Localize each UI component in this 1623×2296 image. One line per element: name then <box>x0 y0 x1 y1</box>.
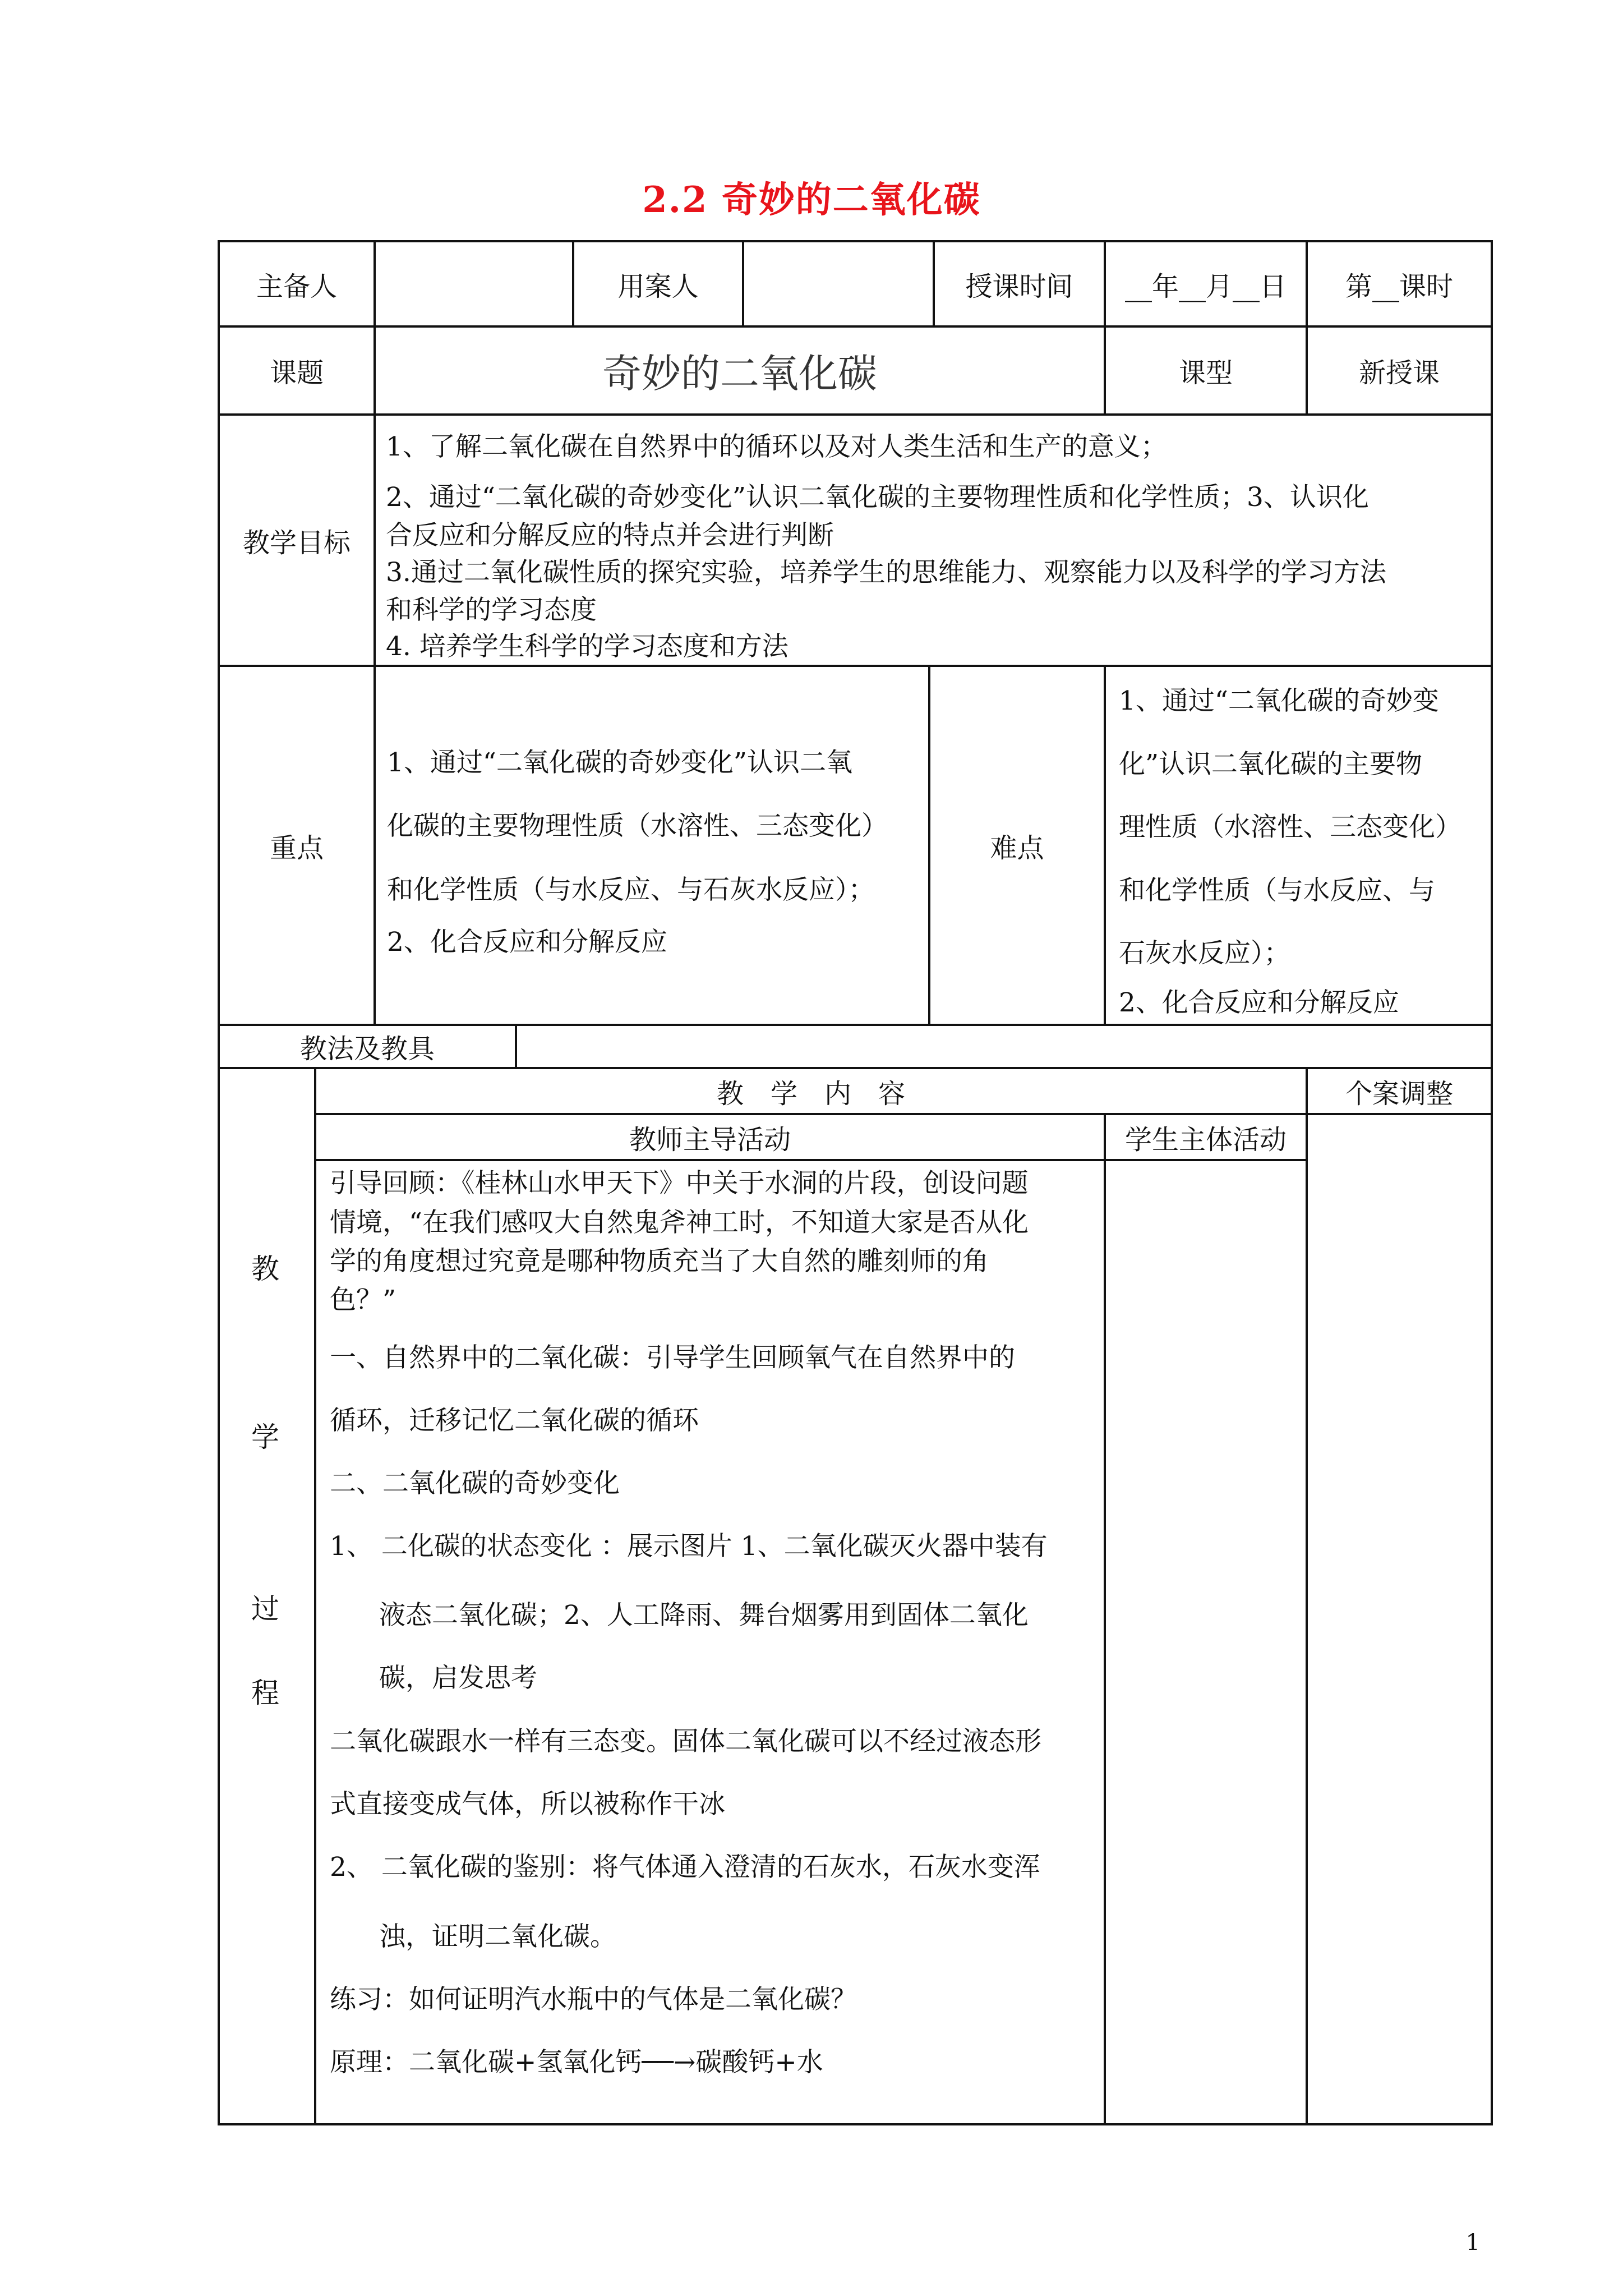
process-line: 情境，“在我们感叹大自然鬼斧神工时，不知道大家是否从化 <box>330 1207 1029 1238</box>
objective-line: 2、通过“二氧化碳的奇妙变化”认识二氧化碳的主要物理性质和化学性质；3、认识化 <box>386 482 1369 513</box>
process-line: 浊，证明二氧化碳。 <box>379 1921 616 1952</box>
process-line: 学的角度想过究竟是哪种物质充当了大自然的雕刻师的角 <box>330 1246 989 1277</box>
lead-preparer-value <box>376 242 572 325</box>
objective-line: 合反应和分解反应的特点并会进行判断 <box>386 520 834 551</box>
process-line: 原理：二氧化碳+氢氧化钙──→碳酸钙+水 <box>330 2047 823 2078</box>
difficulties-label: 难点 <box>990 832 1044 864</box>
process-line: 引导回顾：《桂林山水甲天下》中关于水洞的片段，创设问题 <box>330 1168 1029 1199</box>
process-line: 色？” <box>330 1285 396 1315</box>
objective-line: 1、了解二氧化碳在自然界中的循环以及对人类生活和生产的意义； <box>386 431 1167 462</box>
process-side-char: 程 <box>251 1677 279 1709</box>
case-user-label: 用案人 <box>617 270 699 302</box>
rule-topic-bottom <box>218 413 1493 416</box>
rule-v <box>1104 665 1106 1024</box>
process-line: 液态二氧化碳；2、人工降雨、舞台烟雾用到固体二氧化 <box>379 1600 1029 1631</box>
key-point-line: 1、通过“二氧化碳的奇妙变化”认识二氧 <box>387 747 852 778</box>
lesson-type-value: 新授课 <box>1358 357 1440 389</box>
rule-v <box>1104 1113 1106 2125</box>
case-user-value <box>744 242 933 325</box>
objectives-label: 教学目标 <box>242 527 351 559</box>
date-field: __年__月__日 <box>1124 270 1287 302</box>
document-title: 2.2 奇妙的二氧化碳 <box>642 179 981 221</box>
key-point-line: 和化学性质（与水反应、与石灰水反应）； <box>387 875 875 905</box>
key-points-label: 重点 <box>269 832 324 864</box>
process-side-char: 过 <box>251 1593 279 1625</box>
process-line: 式直接变成气体，所以被称作干冰 <box>330 1789 725 1820</box>
difficulty-line: 和化学性质（与水反应、与 <box>1119 875 1435 906</box>
process-side-char: 学 <box>251 1421 279 1453</box>
difficulty-line: 2、化合反应和分解反应 <box>1119 987 1399 1018</box>
lead-preparer-label: 主备人 <box>256 270 337 302</box>
difficulty-line: 理性质（水溶性、三态变化） <box>1119 812 1461 843</box>
objective-line: 4. 培养学生科学的学习态度和方法 <box>386 631 789 662</box>
student-activity-header: 学生主体活动 <box>1124 1124 1287 1156</box>
process-line: 循环，迁移记忆二氧化碳的循环 <box>330 1405 699 1436</box>
process-line: 一、自然界中的二氧化碳：引导学生回顾氧气在自然界中的 <box>330 1342 1015 1373</box>
topic-label: 课题 <box>269 357 324 389</box>
methods-label: 教法及教具 <box>299 1033 435 1065</box>
process-line: 1、 二化碳的状态变化 ：展示图片 1、二氧化碳灭火器中装有 <box>330 1531 1048 1562</box>
difficulty-line: 化”认识二氧化碳的主要物 <box>1119 749 1423 780</box>
key-point-line: 2、化合反应和分解反应 <box>387 927 667 958</box>
rule-right <box>1491 240 1493 2125</box>
process-side-char: 教 <box>251 1253 279 1285</box>
rule-subheader-bottom <box>314 1159 1306 1161</box>
rule-adjust-header-bottom <box>1306 1113 1493 1115</box>
process-line: 2、 二氧化碳的鉴别：将气体通入澄清的石灰水，石灰水变浑 <box>330 1852 1040 1883</box>
adjust-header: 个案调整 <box>1345 1078 1453 1110</box>
lesson-type-label: 课型 <box>1178 357 1233 389</box>
teaching-time-label: 授课时间 <box>965 270 1073 302</box>
key-point-line: 化碳的主要物理性质（水溶性、三态变化） <box>387 811 888 841</box>
methods-value <box>517 1026 1491 1067</box>
process-line: 碳，启发思考 <box>379 1663 537 1694</box>
content-header: 教 学 内 容 <box>716 1078 905 1110</box>
page-number: 1 <box>1465 2230 1480 2256</box>
teacher-activity-header: 教师主导活动 <box>629 1124 791 1156</box>
process-line: 二氧化碳跟水一样有三态变。固体二氧化碳可以不经过液态形 <box>330 1726 1041 1757</box>
rule-v <box>1306 1067 1308 2125</box>
rule-v <box>374 665 376 1024</box>
difficulty-line: 石灰水反应）； <box>1119 938 1290 969</box>
period-field: 第__课时 <box>1345 270 1453 302</box>
rule-bottom <box>218 2123 1493 2125</box>
objective-line: 和科学的学习态度 <box>386 595 597 625</box>
topic-value: 奇妙的二氧化碳 <box>602 351 877 397</box>
objective-line: 3.通过二氧化碳性质的探究实验，培养学生的思维能力、观察能力以及科学的学习方法 <box>386 557 1386 588</box>
rule-v <box>374 413 376 665</box>
difficulty-line: 1、通过“二氧化碳的奇妙变 <box>1119 685 1439 716</box>
process-line: 练习：如何证明汽水瓶中的气体是二氧化碳？ <box>330 1984 857 2015</box>
process-line: 二、二氧化碳的奇妙变化 <box>330 1468 620 1499</box>
rule-v <box>314 1067 316 2125</box>
